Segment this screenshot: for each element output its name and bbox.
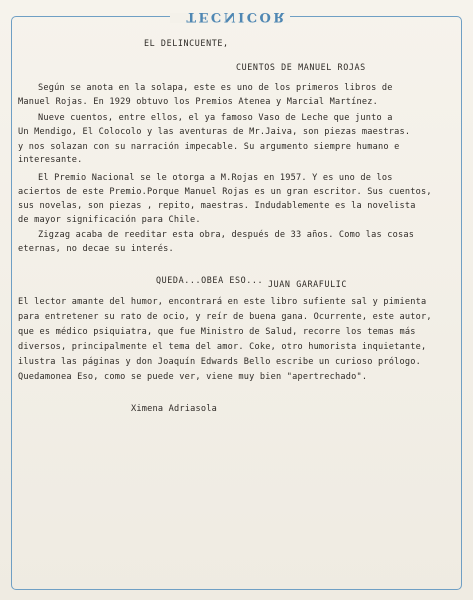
review2-line: Quedamonea Eso, como se puede ver, viene muy bien "apertrechado". (18, 372, 368, 382)
review1-title: EL DELINCUENTE, (144, 38, 229, 48)
review1-line: y nos solazan con su narración impecable. Su argumento siempre humano e (18, 142, 400, 152)
review1-line: Nueve cuentos, entre ellos, el ya famoso Vaso de Leche que junto a (38, 113, 393, 123)
review2-line: diversos, principalmente el tema del amor. Coke, otro humorista inquietante, (18, 342, 427, 352)
review1-line: Zigzag acaba de reeditar esta obra, después de 33 años. Como las cosas (38, 230, 415, 240)
signature: Ximena Adriasola (131, 404, 217, 414)
review1-line: eternas, no decae su interés. (18, 244, 174, 254)
review1-line: Manuel Rojas. En 1929 obtuvo los Premios Atenea y Marcial Martínez. (18, 97, 379, 107)
review1-line: Un Mendigo, El Colocolo y las aventuras de Mr.Jaiva, son piezas maestras. (18, 127, 411, 137)
review1-subtitle: CUENTOS DE MANUEL ROJAS (236, 62, 366, 72)
review1-line: interesante. (18, 155, 83, 165)
review1-line: El Premio Nacional se le otorga a M.Rojas en 1957. Y es uno de los (38, 173, 393, 183)
letterhead-logo: TECNICOR (186, 9, 287, 24)
review1-line: sus novelas, son piezas , repito, maestras. Indudablemente es la novelista (18, 201, 416, 211)
review1-line: aciertos de este Premio.Porque Manuel Rojas es un gran escritor. Sus cuentos, (18, 187, 432, 197)
review2-line: El lector amante del humor, encontrará en este libro sufiente sal y pimienta (18, 297, 427, 307)
review2-title: QUEDA...OBEA ESO... (156, 275, 264, 285)
review2-line: ilustra las páginas y don Joaquín Edwards Bello escribe un curioso prólogo. (18, 357, 422, 367)
review1-line: Según se anota en la solapa, este es uno de los primeros libros de (38, 83, 393, 93)
review1-line: de mayor significación para Chile. (18, 215, 201, 225)
review2-line: para entretener su rato de ocio, y reír de buena gana. Ocurrente, este autor, (18, 312, 432, 322)
review2-line: que es médico psiquiatra, que fue Ministro de Salud, recorre los temas más (18, 327, 416, 337)
review2-author: JUAN GARAFULIC (268, 279, 347, 289)
